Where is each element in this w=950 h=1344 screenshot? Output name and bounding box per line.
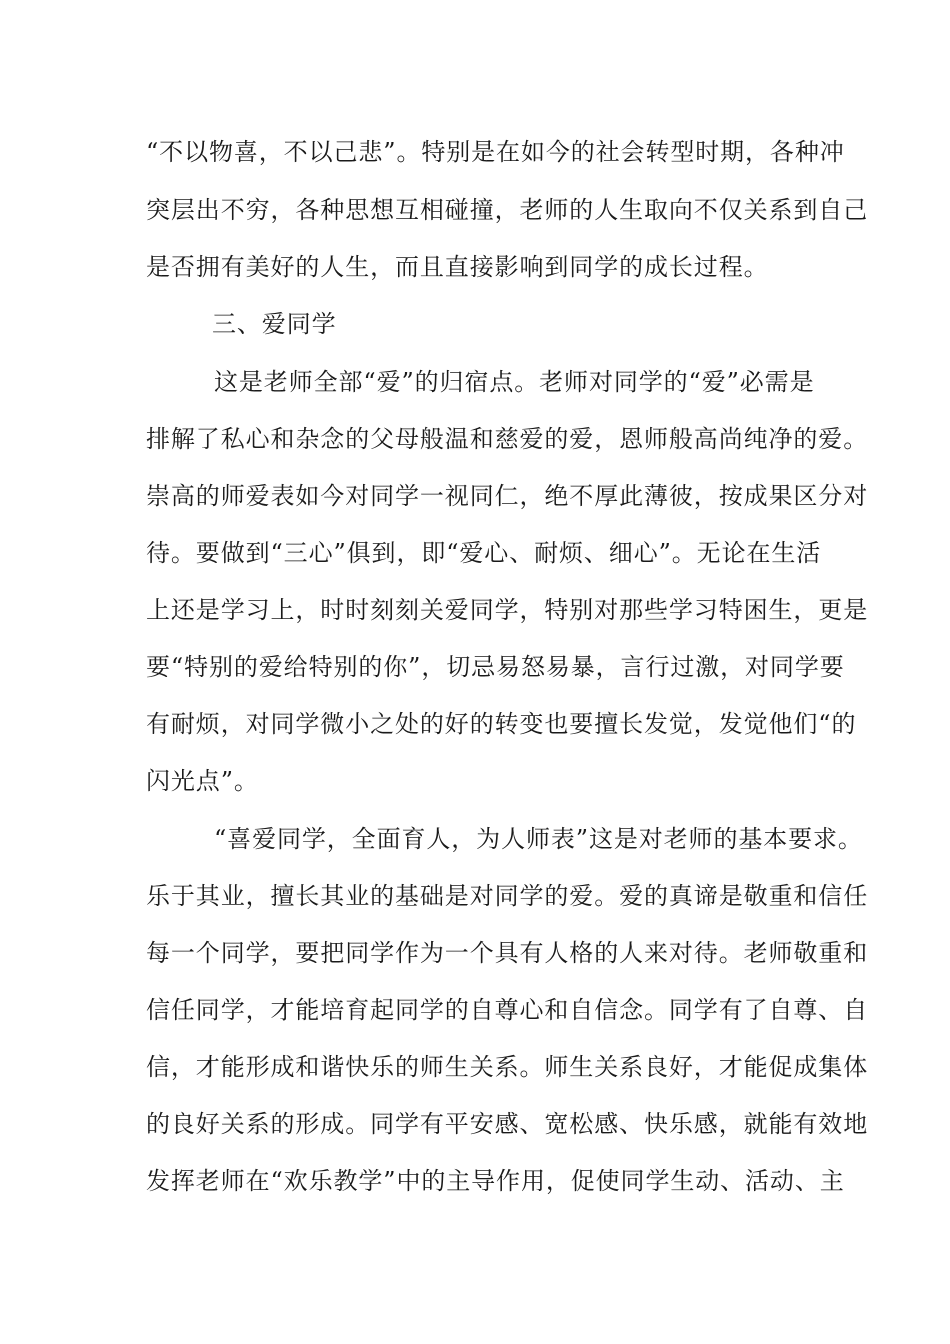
section-heading: 三、爱同学 xyxy=(212,310,337,338)
paragraph-3-line-2: 乐于其业，擅长其业的基础是对同学的爱。爱的真谛是敬重和信任 xyxy=(146,882,869,910)
paragraph-3-line-5: 信，才能形成和谐快乐的师生关系。师生关系良好，才能促成集体 xyxy=(146,1053,869,1081)
paragraph-2-line-5: 上还是学习上，时时刻刻关爱同学，特别对那些学习特困生，更是 xyxy=(146,596,869,624)
paragraph-2-line-1: 这是老师全部“爱”的归宿点。老师对同学的“爱”必需是 xyxy=(214,368,815,396)
paragraph-3-line-3: 每一个同学，要把同学作为一个具有人格的人来对待。老师敬重和 xyxy=(146,939,869,967)
paragraph-3-line-1: “喜爱同学，全面育人，为人师表”这是对老师的基本要求。 xyxy=(214,825,863,853)
paragraph-3-line-4: 信任同学，才能培育起同学的自尊心和自信念。同学有了自尊、自 xyxy=(146,996,869,1024)
paragraph-2-line-8: 闪光点”。 xyxy=(146,767,259,795)
paragraph-1-line-2: 突层出不穷，各种思想互相碰撞，老师的人生取向不仅关系到自己 xyxy=(146,196,869,224)
paragraph-2-line-6: 要“特别的爱给特别的你”，切忌易怒易暴，言行过激，对同学要 xyxy=(146,653,845,681)
paragraph-3-line-7: 发挥老师在“欢乐教学”中的主导作用，促使同学生动、活动、主 xyxy=(146,1167,845,1195)
paragraph-3-line-6: 的良好关系的形成。同学有平安感、宽松感、快乐感，就能有效地 xyxy=(146,1110,869,1138)
paragraph-1-line-3: 是否拥有美好的人生，而且直接影响到同学的成长过程。 xyxy=(146,253,769,281)
paragraph-2-line-2: 排解了私心和杂念的父母般温和慈爱的爱，恩师般高尚纯净的爱。 xyxy=(146,425,869,453)
paragraph-2-line-7: 有耐烦，对同学微小之处的好的转变也要擅长发觉，发觉他们“的 xyxy=(146,710,857,738)
paragraph-2-line-4: 待。要做到“三心”俱到，即“爱心、耐烦、细心”。无论在生活 xyxy=(146,539,822,567)
paragraph-1-line-1: “不以物喜，不以己悲”。特别是在如今的社会转型时期，各种冲 xyxy=(146,138,845,166)
paragraph-2-line-3: 崇高的师爱表如今对同学一视同仁，绝不厚此薄彼，按成果区分对 xyxy=(146,482,869,510)
